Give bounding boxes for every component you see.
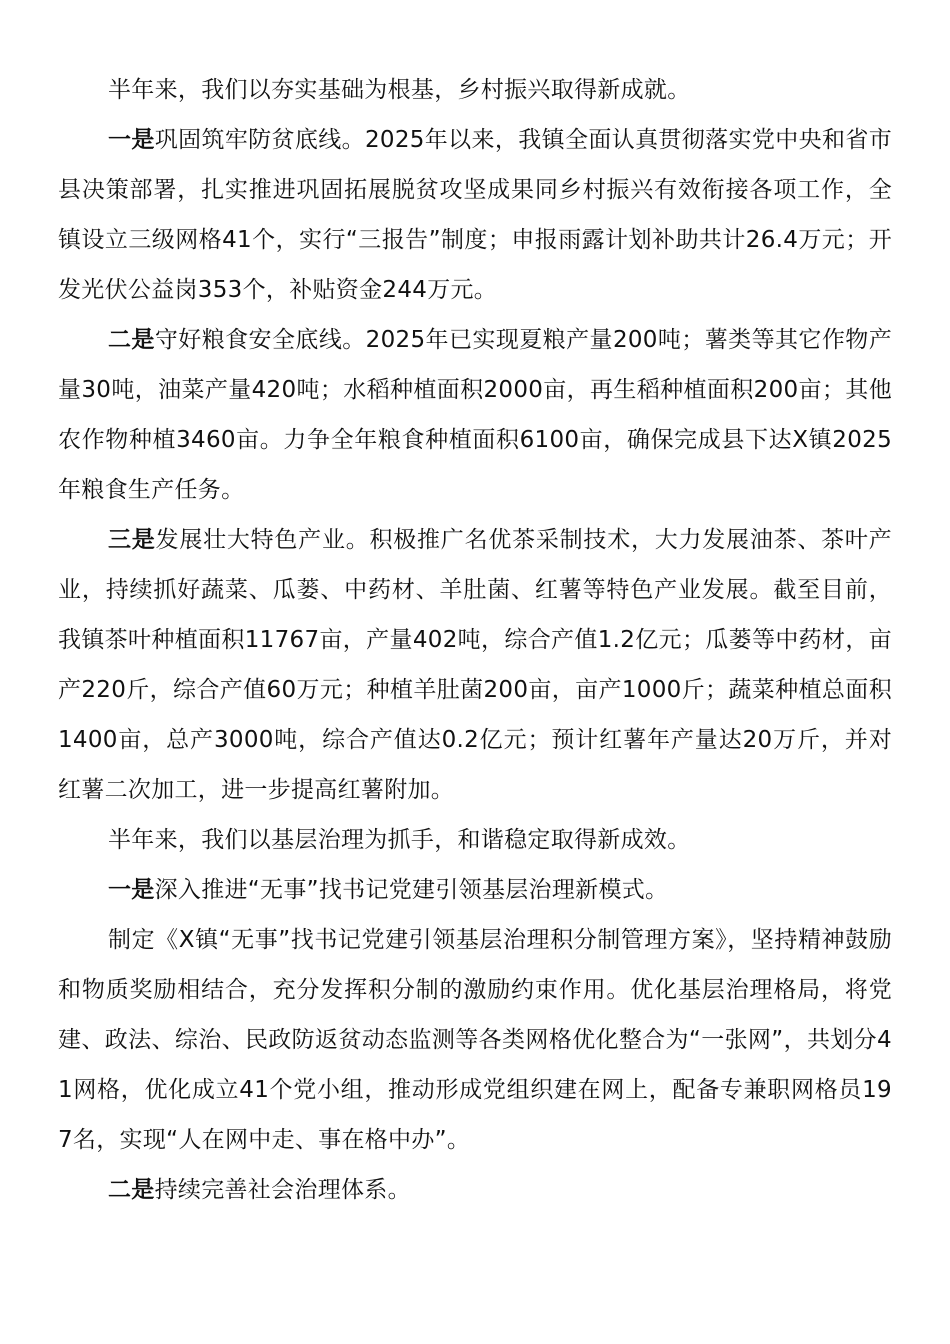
paragraph-text: 发展壮大特色产业。积极推广名优茶采制技术，大力发展油茶、茶叶产业，持续抓好蔬菜、瓜蒌、中药材、羊肚菌、红薯等特色产业发展。截至目前，我镇茶叶种植面积11767亩，产量402吨，综合产值1.2亿元；瓜蒌等中药材，亩产220斤，综合产值60万元；种植羊肚菌200亩，亩产1000斤；蔬菜种植总面积1400亩，总产3000吨，综合产值达0.2亿元；预计红薯年产量达20万斤，并对红薯二次加工，进一步提高红薯附加。 (58, 527, 892, 803)
paragraph-2 (58, 115, 892, 315)
paragraph-text: 半年来，我们以基层治理为抓手，和谐稳定取得新成效。 (108, 827, 691, 853)
paragraph-text: 巩固筑牢防贫底线。2025年以来，我镇全面认真贯彻落实党中央和省市县决策部署，扎实推进巩固拓展脱贫攻坚成果同乡村振兴有效衔接各项工作，全镇设立三级网格41个，实行“三报告”制度；申报雨露计划补助共计26.4万元；开发光伏公益岗353个，补贴资金244万元。 (58, 127, 892, 303)
paragraph-text: 半年来，我们以夯实基础为根基，乡村振兴取得新成就。 (108, 77, 691, 103)
paragraph-lead: 三是 (108, 527, 156, 553)
paragraph-5 (58, 815, 892, 865)
paragraph-6 (58, 865, 892, 915)
paragraph-3 (58, 315, 892, 515)
paragraph-text: 持续完善社会治理体系。 (154, 1177, 411, 1203)
paragraph-lead: 一是 (108, 127, 155, 153)
paragraph-text: 守好粮食安全底线。2025年已实现夏粮产量200吨；薯类等其它作物产量30吨，油菜产量420吨；水稻种植面积2000亩，再生稻种植面积200亩；其他农作物种植3460亩。力争全年粮食种植面积6100亩，确保完成县下达X镇2025年粮食生产任务。 (58, 327, 892, 503)
paragraph-7 (58, 915, 892, 1165)
paragraph-lead: 二是 (108, 1177, 155, 1203)
paragraph-text: 制定《X镇“无事”找书记党建引领基层治理积分制管理方案》，坚持精神鼓励和物质奖励相结合，充分发挥积分制的激励约束作用。优化基层治理格局，将党建、政法、综治、民政防返贫动态监测等各类网格优化整合为“一张网”，共划分41网格，优化成立41个党小组，推动形成党组织建在网上，配备专兼职网格员197名，实现“人在网中走、事在格中办”。 (58, 927, 892, 1153)
paragraph-lead: 二是 (108, 327, 155, 353)
paragraph-8 (58, 1165, 892, 1215)
paragraph-1 (58, 65, 892, 115)
paragraph-text: 深入推进“无事”找书记党建引领基层治理新模式。 (154, 877, 669, 903)
document-page (58, 65, 892, 1215)
paragraph-lead: 一是 (108, 877, 155, 903)
paragraph-4 (58, 515, 892, 815)
